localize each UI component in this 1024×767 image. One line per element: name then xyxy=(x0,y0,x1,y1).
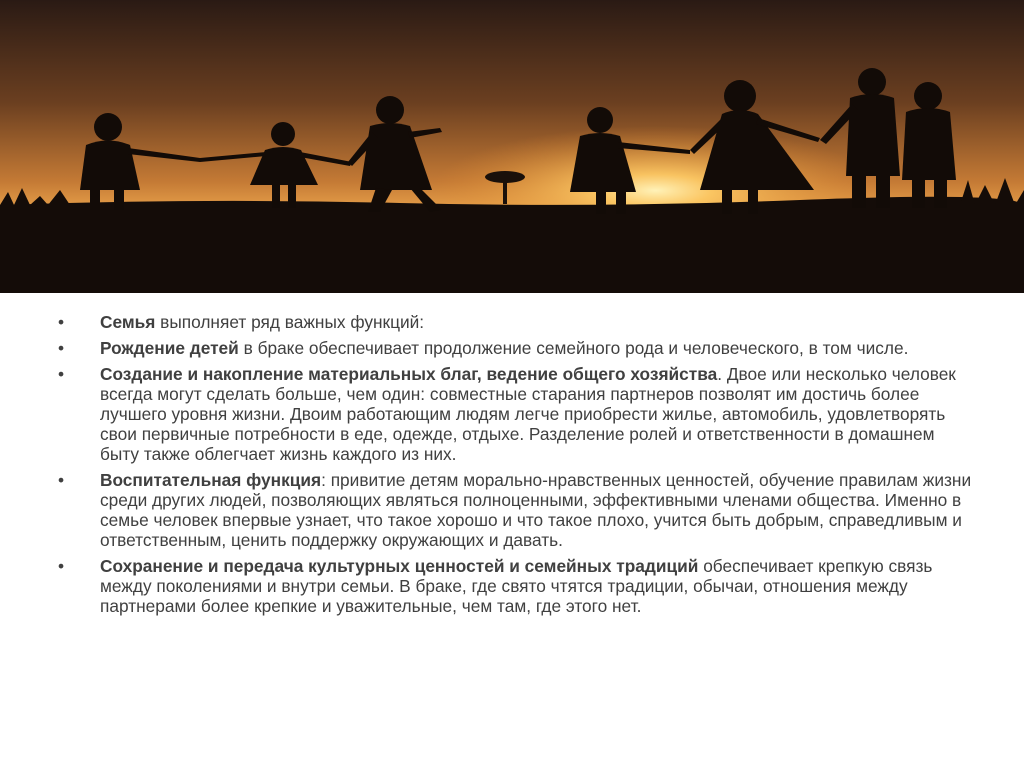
bullet-list xyxy=(58,312,978,622)
family-sunset-photo xyxy=(0,0,1024,293)
bullet-item xyxy=(58,364,978,464)
bullet-dot: • xyxy=(58,470,65,490)
bullet-text: : привитие детям морально-нравственных ценностей, обучение правилам жизни среди других людей, позволяющих являться полноценными, эффективными членами общества. Именно в семье человек впервые узнает, что такое хорошо и что такое плохо, учится быть добрым, справедливым и ответственным, ценить поддержку окружающих и давать. xyxy=(100,470,972,550)
bullet-bold-term: Сохранение и передача культурных ценностей и семейных традиций xyxy=(100,556,699,576)
bullet-dot: • xyxy=(58,364,65,384)
bullet-text: в браке обеспечивает продолжение семейного рода и человеческого, в том числе. xyxy=(238,338,909,358)
bullet-bold-term: Создание и накопление материальных благ, ведение общего хозяйства xyxy=(100,364,718,384)
bullet-bold-term: Семья xyxy=(100,312,156,332)
bullet-dot: • xyxy=(58,312,65,332)
bullet-dot: • xyxy=(58,556,65,576)
bullet-bold-term: Воспитательная функция xyxy=(100,470,322,490)
bullet-text: обеспечивает крепкую связь между поколениями и внутри семьи. В браке, где свято чтятся традиции, обычаи, отношения между партнерами более крепкие и уважительные, чем там, где этого нет. xyxy=(100,556,933,616)
bullet-item xyxy=(58,312,978,332)
bullet-item xyxy=(58,470,978,550)
bullet-item xyxy=(58,338,978,358)
bullet-text: выполняет ряд важных функций: xyxy=(155,312,425,332)
bullet-dot: • xyxy=(58,338,65,358)
bullet-text: . Двое или несколько человек всегда могут сделать больше, чем один: совместные старания партнеров позволят им достичь более лучшего уровня жизни. Двоим работающим людям легче приобрести жилье, автомобиль, удовлетворять свои первичные потребности в еде, одежде, отдыхе. Разделение ролей и ответственности в домашнем быту также облегчает жизнь каждого из них. xyxy=(100,364,956,464)
bullet-bold-term: Рождение детей xyxy=(100,338,239,358)
bullet-item xyxy=(58,556,978,616)
